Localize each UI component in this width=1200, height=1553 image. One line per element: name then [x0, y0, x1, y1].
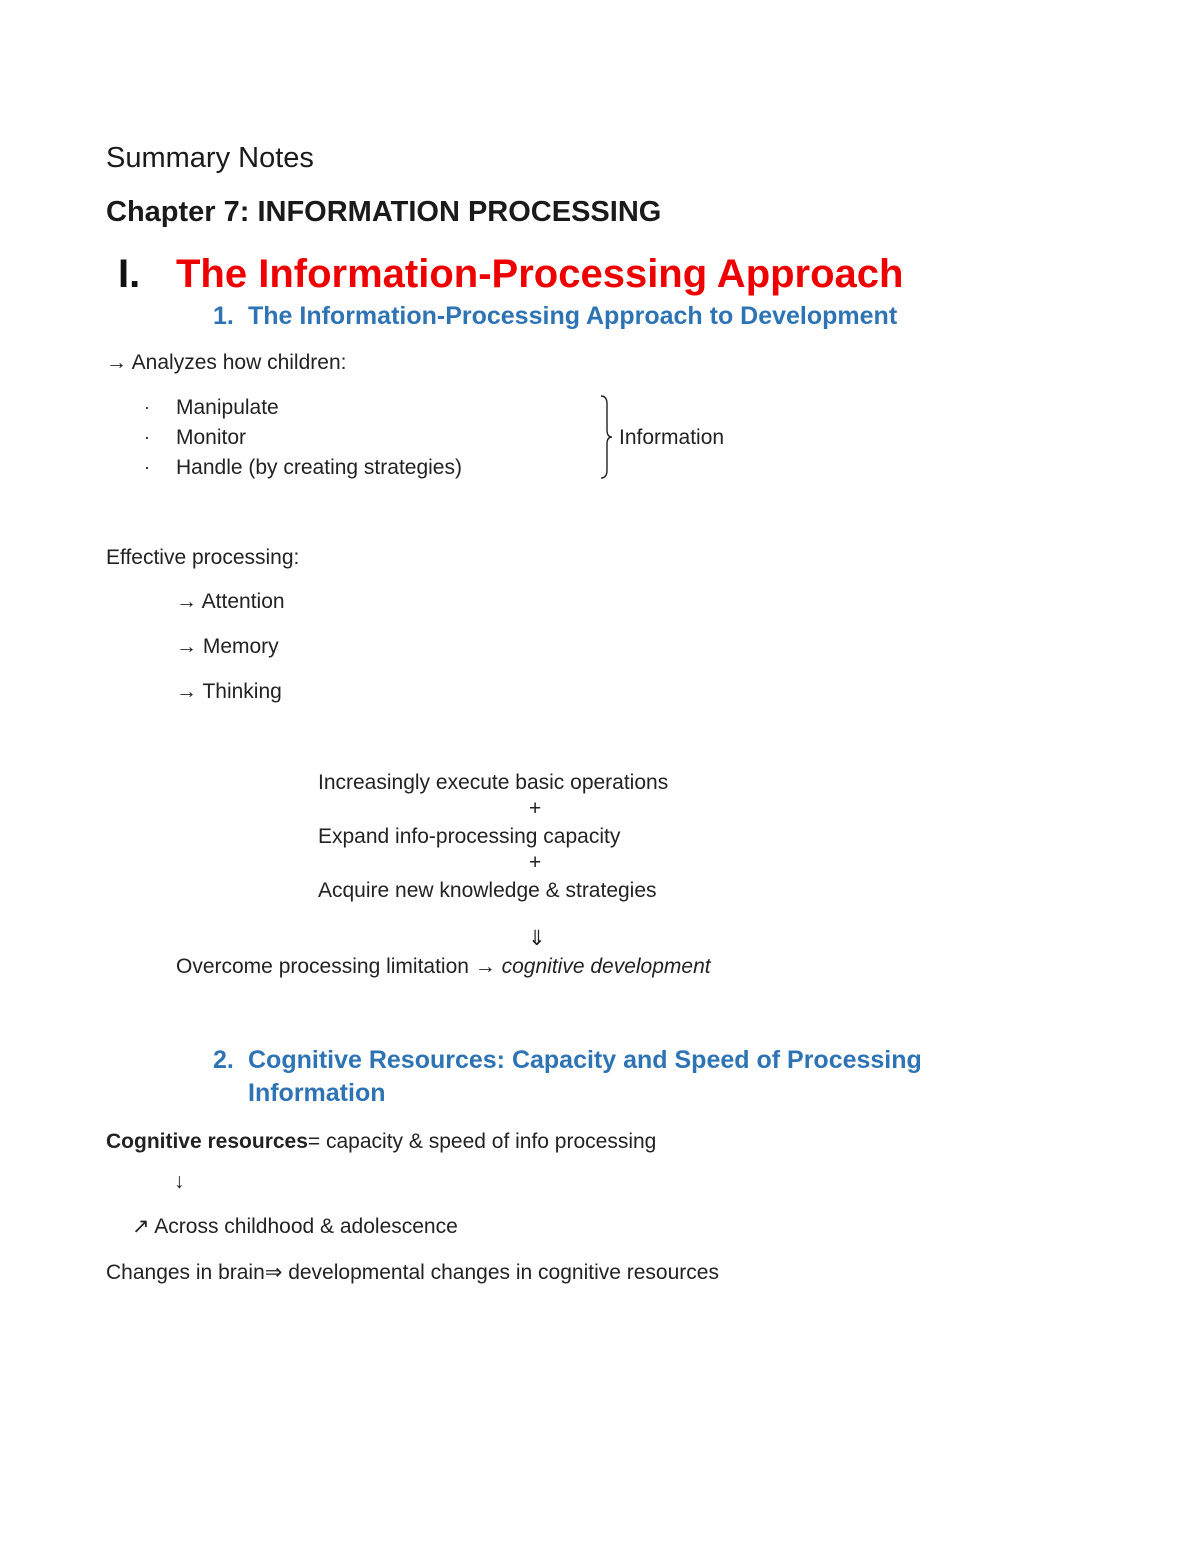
bullet-handle: Handle (by creating strategies) [176, 456, 462, 479]
arrow-thinking: → Thinking [176, 680, 282, 703]
subsection-1-number: 1. [213, 302, 234, 330]
flow-line-1: Increasingly execute basic operations [318, 771, 669, 794]
brain-changes-line: Changes in brain⇒ developmental changes in cognitive resources [106, 1261, 719, 1284]
increase-line: ↗ Across childhood & adolescence [132, 1215, 458, 1238]
cognitive-resources-term: Cognitive resources [106, 1130, 308, 1153]
analyzes-line: → Analyzes how children: [106, 351, 347, 374]
bullet-dot: · [144, 397, 150, 417]
summary-notes-heading: Summary Notes [106, 142, 314, 174]
effective-processing-label: Effective processing: [106, 546, 300, 569]
arrow-attention: → Attention [176, 590, 285, 613]
subsection-2-title-line-1: Cognitive Resources: Capacity and Speed of Processing [248, 1046, 922, 1074]
implies-arrow-icon: ⇓ [528, 927, 546, 950]
flow-result-emphasis: cognitive development [501, 955, 711, 978]
arrow-memory: → Memory [176, 635, 279, 658]
section-number: I. [118, 252, 141, 296]
flow-result [176, 955, 711, 979]
cognitive-resources-definition [106, 1130, 656, 1154]
chapter-title: Chapter 7: INFORMATION PROCESSING [106, 196, 662, 228]
brace-label-information: Information [619, 426, 725, 449]
flow-line-2: Expand info-processing capacity [318, 825, 621, 848]
subsection-1-title: The Information-Processing Approach to Development [248, 302, 898, 330]
bullet-monitor: Monitor [176, 426, 247, 449]
flow-plus-2: + [529, 851, 542, 874]
subsection-2-number: 2. [213, 1046, 234, 1074]
section-title: The Information-Processing Approach [176, 252, 904, 296]
flow-result-prefix: Overcome processing limitation → [176, 955, 502, 978]
flow-plus-1: + [529, 797, 542, 820]
bullet-dot: · [144, 427, 150, 447]
bullet-manipulate: Manipulate [176, 396, 279, 419]
bullet-dot: · [144, 457, 150, 477]
cognitive-resources-def-text: = capacity & speed of info processing [307, 1130, 657, 1153]
flow-line-3: Acquire new knowledge & strategies [318, 879, 657, 902]
subsection-2-title-line-2: Information [248, 1079, 386, 1107]
down-arrow-icon: ↓ [174, 1170, 185, 1193]
right-brace-icon [598, 394, 614, 480]
